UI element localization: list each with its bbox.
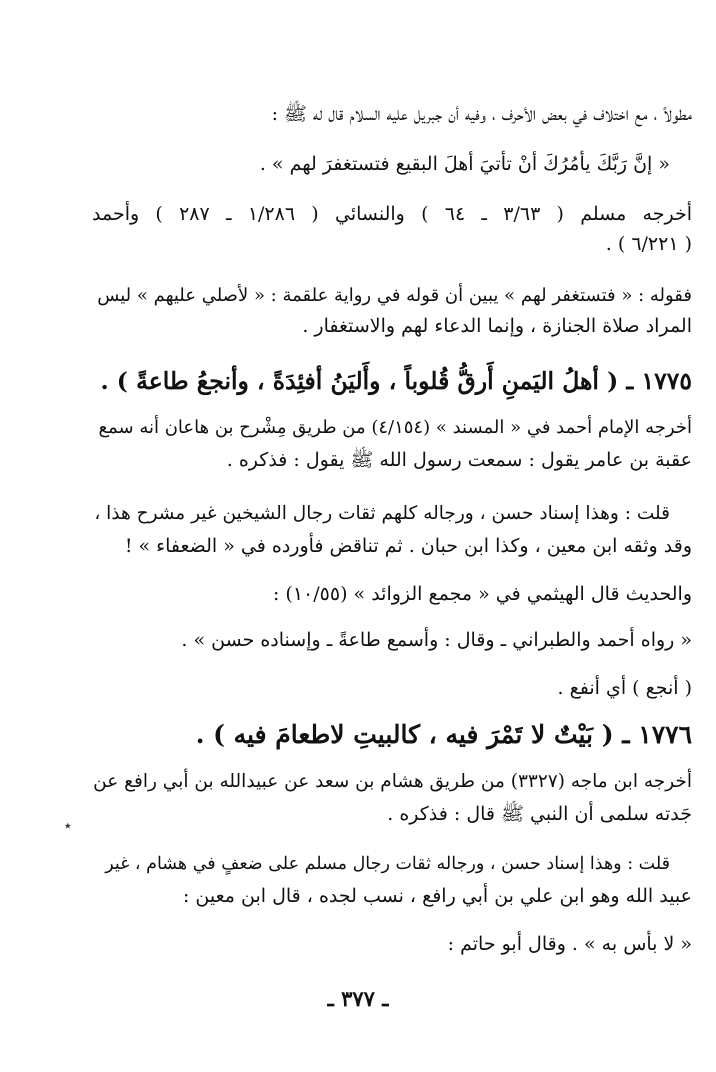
text-line: أخرجه مسلم ( ٣/٦٣ ـ ٦٤ ) والنسائي ( ١/٢٨٦ ـ ٢٨٧ ) وأحمد	[92, 203, 692, 225]
text-line: ( أنجع ) أي أنفع .	[557, 677, 692, 699]
hadith-heading: ١٧٧٦ ـ ( بَيْتٌ لا تَمْرَ فيه ، كالبيتِ لاطعامَ فيه ) .	[195, 720, 692, 749]
text-line: عبيد الله وهو ابن علي بن أبي رافع ، نسب لجده ، قال ابن معين :	[182, 885, 692, 907]
text-line: وقد وثقه ابن معين ، وكذا ابن حبان . ثم تناقض فأورده في « الضعفاء » !	[124, 535, 692, 557]
text-line: عقبة بن عامر يقول : سمعت رسول الله ﷺ يقول : فذكره .	[226, 449, 692, 471]
text-line: قلت : وهذا إسناد حسن ، ورجاله ثقات رجال مسلم على ضعفٍ في هشام ، غير	[105, 854, 670, 874]
text-line: فقوله : « فتستغفر لهم » يبين أن قوله في رواية علقمة : « لأصلي عليهم » ليس	[97, 285, 692, 306]
text-line: جَدته سلمى أن النبي ﷺ قال : فذكره .	[387, 803, 692, 825]
text-line: المراد صلاة الجنازة ، وإنما الدعاء لهم والاستغفار .	[302, 315, 692, 337]
margin-mark: ٭	[64, 818, 72, 834]
text-line: أخرجه ابن ماجه (٣٣٢٧) من طريق هشام بن سعد عن عبيدالله بن أبي رافع عن	[93, 771, 692, 792]
quoted-text-line: « رواه أحمد والطبراني ـ وقال : وأسمع طاعةً ـ وإسناده حسن » .	[181, 629, 692, 651]
text-line: والحديث قال الهيثمي في « مجمع الزوائد » (١٠/٥٥) :	[272, 583, 692, 605]
quoted-hadith-line: « إنَّ رَبَّكَ يأمُرُكَ أنْ تأتيَ أهلَ البقيع فتستغفرَ لهم » .	[259, 153, 670, 175]
text-line: أخرجه الإمام أحمد في « المسند » (٤/١٥٤) من طريق مِشْرح بن هاعان أنه سمع	[98, 417, 692, 438]
text-line: قلت : وهذا إسناد حسن ، ورجاله كلهم ثقات رجال الشيخين غير مشرح هذا ،	[94, 503, 670, 524]
hadith-heading: ١٧٧٥ ـ ( أهلُ اليَمنِ أَرقُّ قُلوباً ، وأَليَنُ أفئِدَةً ، وأنجعُ طاعةً ) .	[100, 367, 692, 395]
text-line: « لا بأس به » . وقال أبو حاتم :	[447, 933, 692, 955]
text-line: ( ٦/٢٢١ ) .	[605, 233, 692, 255]
text-line: مطولاً ، مع اختلاف في بعض الأحرف ، وفيه أن جبريل عليه السلام قال له ﷺ :	[271, 103, 692, 125]
page-number: ـ ٣٧٧ ـ	[327, 986, 389, 1011]
